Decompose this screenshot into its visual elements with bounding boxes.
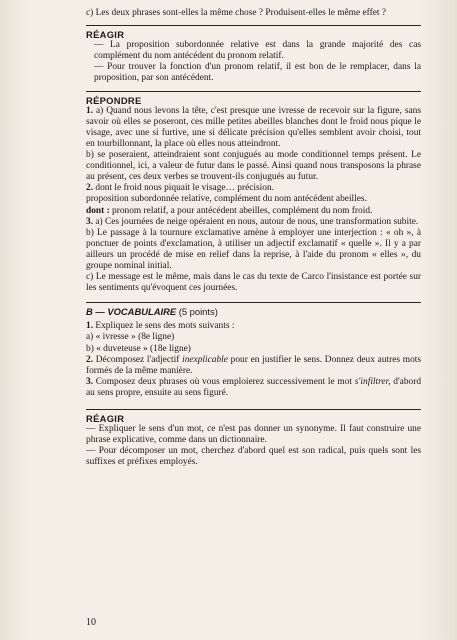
question-number: 3.	[86, 376, 94, 387]
section-title: — VOCABULAIRE	[95, 306, 177, 318]
reagir-line-1: — La proposition subordonnée relative est dans la grande majorité des cas complément du nom antécédent du pronom relatif.	[94, 40, 421, 62]
reagir2-line-2: — Pour décomposer un mot, cherchez d'abord quel est son radical, puis quels sont les suffixes et préfixes employés.	[86, 446, 421, 468]
reagir2-line-1: — Expliquer le sens d'un mot, ce n'est pas donner un synonyme. Il faut construire une phrase explicative, comme dans un dictionnaire.	[86, 424, 421, 446]
answer-2-line2: proposition subordonnée relative, complément du nom antécédent abeilles.	[86, 194, 367, 205]
vocab-q2	[86, 355, 421, 377]
vocab-q2-pre: Décomposez l'adjectif	[95, 354, 180, 365]
answer-1b: b) se poseraient, atteindraient sont conjugués au mode conditionnel temps présent. Le conditionnel, ici, a valeur de futur dans le passé. Ainsi quand nous transposons la phrase au présent, ces deux verbes se trouvent-ils conjugués au futur.	[86, 150, 421, 183]
vocab-q3	[86, 377, 421, 399]
reagir-heading-2: RÉAGIR	[86, 413, 125, 424]
vocab-q3-word: s'infiltrer,	[354, 376, 391, 387]
question-number: 1.	[86, 321, 94, 332]
vocab-q1-b: b) « duveteuse » (18e ligne)	[86, 343, 191, 354]
vocab-q1-text: Expliquez le sens des mots suivants :	[95, 321, 235, 332]
dont-text: pronom relatif, a pour antécédent abeilles, complément du nom froid.	[112, 205, 373, 216]
answer-2-dont	[86, 206, 421, 217]
vocab-q2-post: pour en justifier le sens. Donnez deux autres mots formés de la même manière.	[86, 354, 422, 376]
page-content	[86, 8, 421, 468]
vocab-q2-word: inexplicable	[182, 354, 228, 365]
answer-3a	[86, 217, 421, 228]
question-number: 2.	[86, 354, 94, 365]
vocab-q3-post: d'abord au sens propre, ensuite au sens figuré.	[86, 376, 422, 398]
section-letter: B	[86, 306, 93, 318]
section-points: (5 points)	[178, 306, 218, 318]
dont-label: dont :	[86, 205, 110, 216]
answer-3a-text: a) Ces journées de neige opéraient en nous, autour de nous, une transformation subite.	[95, 216, 419, 227]
vocab-q1	[86, 321, 421, 332]
reagir-heading: RÉAGIR	[86, 29, 125, 41]
section-divider	[86, 409, 421, 410]
page-number: 10	[86, 617, 96, 628]
repondre-heading: RÉPONDRE	[86, 94, 142, 106]
answer-3b: b) Le passage à la tournure exclamative amène à employer une interjection : « oh », à ponctuer de points d'exclamation, à utiliser un adjectif exclamatif « quelle ». Il y a par ailleurs un procédé de mise en relief dans la reprise, à l'aide du pronom « elles », du groupe nominal initial.	[86, 227, 421, 271]
answer-number: 2.	[86, 183, 94, 194]
answer-3c: c) Le message est le même, mais dans le cas du texte de Carco l'insistance est portée sur les sentiments qu'évoquent ces journées.	[86, 272, 421, 294]
section-divider	[86, 25, 421, 26]
section-divider	[86, 91, 421, 92]
answer-number: 1.	[86, 105, 94, 116]
answer-1a-text: a) Quand nous levons la tête, c'est presque une ivresse de recevoir sur la figure, sans savoir où elles se poseront, ces mille petites abeilles blanches dont le froid nous pique le visage, avec une si furtive, une si délicate précision qu'elles semblent avoir choisi, tout en tourbillonnant, la place où elles nous atteindront.	[86, 105, 421, 149]
answer-2-text: dont le froid nous piquait le visage… précision.	[95, 183, 274, 194]
vocab-q1-a: a) « ivresse » (8e ligne)	[86, 332, 175, 343]
section-divider	[86, 302, 421, 303]
reagir-line-2: — Pour trouver la fonction d'un pronom relatif, il est bon de le remplacer, dans la proposition, par son antécédent.	[94, 62, 421, 84]
answer-2	[86, 183, 421, 194]
answer-number: 3.	[86, 216, 94, 227]
answer-1a	[86, 106, 421, 150]
question-c: c) Les deux phrases sont-elles la même chose ? Produisent-elles le même effet ?	[86, 8, 386, 18]
vocab-q3-pre: Composez deux phrases où vous emploierez successivement le mot	[95, 376, 353, 387]
vocabulaire-heading	[86, 306, 421, 317]
